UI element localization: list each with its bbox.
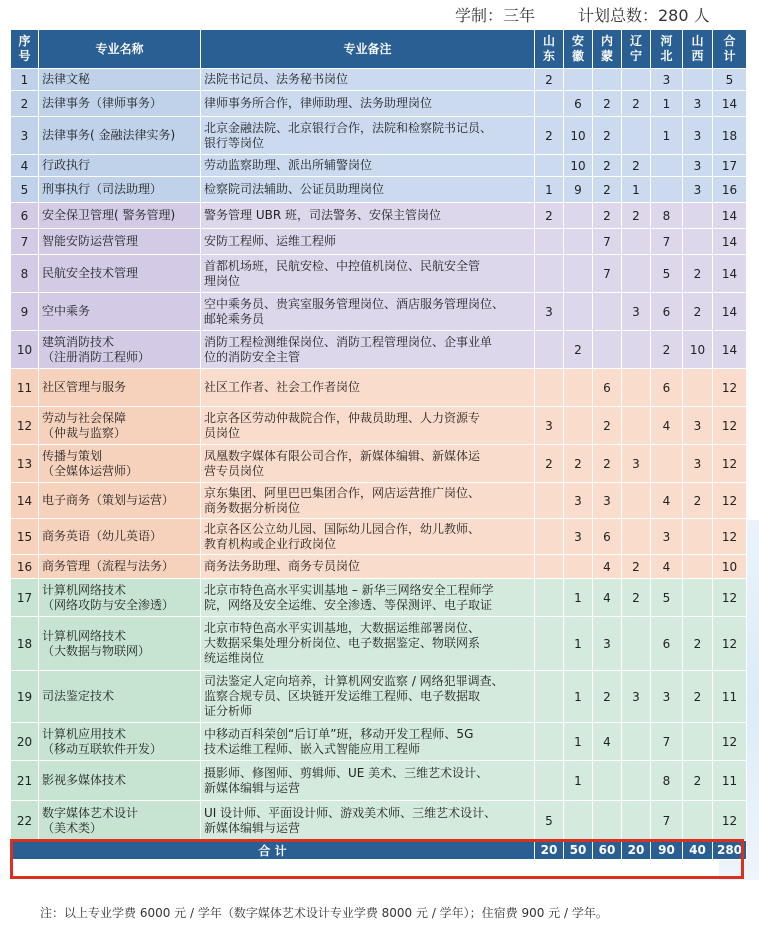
major-name: 民航安全技术管理 [39,255,201,293]
count-liaoning [622,229,651,255]
count-anhui [564,407,593,445]
row-seq: 8 [11,255,39,293]
count-neimeng [593,331,622,369]
count-shandong [535,331,564,369]
count-anhui [564,229,593,255]
count-liaoning: 2 [622,579,651,617]
count-liaoning [622,69,651,91]
major-note: 首都机场班，民航安检、中控值机岗位、民航安全管 理岗位 [201,255,535,293]
col-header-anhui: 安 徽 [564,30,593,69]
count-liaoning [622,617,651,671]
major-note: 空中乘务员、贵宾室服务管理岗位、酒店服务管理岗位、 邮轮乘务员 [201,293,535,331]
count-neimeng: 2 [593,117,622,155]
row-seq: 1 [11,69,39,91]
count-neimeng: 4 [593,555,622,579]
count-shanxi [683,555,713,579]
count-neimeng: 4 [593,579,622,617]
major-name: 劳动与社会保障 （仲裁与监察） [39,407,201,445]
count-hebei: 7 [651,723,683,761]
major-note: 警务管理 UBR 班，司法警务、安保主管岗位 [201,203,535,229]
row-seq: 15 [11,519,39,555]
count-total: 11 [713,671,747,723]
row-seq: 3 [11,117,39,155]
count-shanxi [683,69,713,91]
row-seq: 9 [11,293,39,331]
count-shandong [535,671,564,723]
count-liaoning: 3 [622,445,651,483]
count-neimeng: 4 [593,723,622,761]
count-total: 12 [713,519,747,555]
table-row [11,369,747,407]
table-row [11,761,747,801]
count-neimeng: 3 [593,617,622,671]
count-neimeng: 6 [593,519,622,555]
count-anhui: 10 [564,155,593,177]
major-note: 社区工作者、社会工作者岗位 [201,369,535,407]
major-note: 劳动监察助理、派出所辅警岗位 [201,155,535,177]
count-hebei: 6 [651,617,683,671]
count-hebei: 3 [651,519,683,555]
count-anhui: 1 [564,761,593,801]
major-note: 法院书记员、法务秘书岗位 [201,69,535,91]
major-name: 传播与策划 （全媒体运营师） [39,445,201,483]
count-hebei: 6 [651,293,683,331]
count-liaoning [622,801,651,841]
count-shanxi: 2 [683,483,713,519]
table-row [11,203,747,229]
count-shandong [535,155,564,177]
major-name: 计算机应用技术 （移动互联软件开发） [39,723,201,761]
row-seq: 13 [11,445,39,483]
count-hebei [651,177,683,203]
footnote: 注：以上专业学费 6000 元 / 学年（数字媒体艺术设计专业学费 8000 元 / 学年）；住宿费 900 元 / 学年。 [40,906,608,920]
count-shanxi: 3 [683,155,713,177]
count-hebei: 4 [651,483,683,519]
count-liaoning [622,369,651,407]
count-anhui: 1 [564,723,593,761]
count-hebei: 8 [651,203,683,229]
total-shandong: 20 [535,841,564,860]
col-header-shandong: 山 东 [535,30,564,69]
count-total: 12 [713,483,747,519]
count-liaoning [622,483,651,519]
count-shandong: 2 [535,203,564,229]
row-seq: 7 [11,229,39,255]
count-shandong [535,519,564,555]
count-total: 14 [713,229,747,255]
count-shandong: 3 [535,407,564,445]
col-header-seq: 序 号 [11,30,39,69]
table-row [11,293,747,331]
count-shandong [535,229,564,255]
count-anhui [564,293,593,331]
row-seq: 10 [11,331,39,369]
major-note: UI 设计师、平面设计师、游戏美术师、三维艺术设计、 新媒体编辑与运营 [201,801,535,841]
count-anhui: 9 [564,177,593,203]
count-hebei: 4 [651,555,683,579]
count-shandong [535,617,564,671]
count-shandong: 1 [535,177,564,203]
count-shanxi: 3 [683,117,713,155]
count-shanxi: 2 [683,255,713,293]
count-hebei: 8 [651,761,683,801]
major-name: 法律文秘 [39,69,201,91]
row-seq: 22 [11,801,39,841]
major-name: 安全保卫管理( 警务管理) [39,203,201,229]
count-liaoning: 3 [622,671,651,723]
count-anhui [564,69,593,91]
count-neimeng: 6 [593,369,622,407]
count-total: 12 [713,723,747,761]
count-liaoning [622,331,651,369]
count-shandong [535,723,564,761]
count-hebei [651,445,683,483]
major-note: 北京各区公立幼儿园、国际幼儿园合作，幼儿教师、 教育机构或企业行政岗位 [201,519,535,555]
count-liaoning [622,519,651,555]
count-neimeng [593,761,622,801]
row-seq: 11 [11,369,39,407]
major-name: 智能安防运营管理 [39,229,201,255]
major-note: 凤凰数字媒体有限公司合作，新媒体编辑、新媒体运 营专员岗位 [201,445,535,483]
count-shandong: 2 [535,117,564,155]
major-name: 刑事执行（司法助理） [39,177,201,203]
count-anhui [564,203,593,229]
count-liaoning: 3 [622,293,651,331]
count-hebei: 7 [651,229,683,255]
major-name: 建筑消防技术 （注册消防工程师） [39,331,201,369]
total-row [11,841,747,860]
table-row [11,617,747,671]
major-name: 商务管理（流程与法务） [39,555,201,579]
count-shandong [535,555,564,579]
major-note: 检察院司法辅助、公证员助理岗位 [201,177,535,203]
count-hebei [651,155,683,177]
major-name: 影视多媒体技术 [39,761,201,801]
major-name: 商务英语（幼儿英语） [39,519,201,555]
row-seq: 16 [11,555,39,579]
total-anhui: 50 [564,841,593,860]
table-row [11,445,747,483]
count-shanxi [683,519,713,555]
count-shanxi: 3 [683,445,713,483]
count-shanxi [683,579,713,617]
col-header-name: 专业名称 [39,30,201,69]
col-header-total: 合 计 [713,30,747,69]
count-shanxi [683,369,713,407]
major-name: 空中乘务 [39,293,201,331]
count-liaoning [622,761,651,801]
count-liaoning: 2 [622,91,651,117]
count-shanxi: 3 [683,177,713,203]
count-neimeng: 2 [593,203,622,229]
count-hebei: 1 [651,117,683,155]
count-shanxi [683,723,713,761]
col-header-shanxi: 山 西 [683,30,713,69]
col-header-neimeng: 内 蒙 [593,30,622,69]
major-note: 安防工程师、运维工程师 [201,229,535,255]
total-label: 合 计 [11,841,535,860]
count-hebei: 4 [651,407,683,445]
count-anhui: 3 [564,483,593,519]
count-anhui: 10 [564,117,593,155]
count-neimeng: 3 [593,483,622,519]
count-shandong [535,369,564,407]
count-hebei: 1 [651,91,683,117]
major-name: 司法鉴定技术 [39,671,201,723]
count-hebei: 3 [651,69,683,91]
count-shandong: 3 [535,293,564,331]
count-neimeng: 2 [593,155,622,177]
count-anhui: 3 [564,519,593,555]
count-shanxi: 2 [683,671,713,723]
table-row [11,155,747,177]
count-shanxi [683,801,713,841]
col-header-liaoning: 辽 宁 [622,30,651,69]
major-note: 中移动百科荣创“后订单”班，移动开发工程师、5G 技术运维工程师、嵌入式智能应用工程师 [201,723,535,761]
row-seq: 6 [11,203,39,229]
count-hebei: 3 [651,671,683,723]
count-liaoning: 1 [622,177,651,203]
count-shanxi: 2 [683,761,713,801]
count-liaoning [622,117,651,155]
count-neimeng: 2 [593,445,622,483]
count-shandong [535,761,564,801]
count-anhui [564,369,593,407]
count-shanxi: 10 [683,331,713,369]
row-seq: 2 [11,91,39,117]
count-total: 16 [713,177,747,203]
count-neimeng: 7 [593,229,622,255]
major-note: 京东集团、阿里巴巴集团合作，网店运营推广岗位、 商务数据分析岗位 [201,483,535,519]
count-anhui: 6 [564,91,593,117]
major-name: 社区管理与服务 [39,369,201,407]
count-hebei: 2 [651,331,683,369]
row-seq: 4 [11,155,39,177]
major-name: 计算机网络技术 （网络攻防与安全渗透） [39,579,201,617]
count-shanxi [683,229,713,255]
count-hebei: 6 [651,369,683,407]
count-total: 5 [713,69,747,91]
count-neimeng [593,801,622,841]
row-seq: 18 [11,617,39,671]
count-total: 14 [713,255,747,293]
major-note: 北京各区劳动仲裁院合作，仲裁员助理、人力资源专 员岗位 [201,407,535,445]
major-note: 商务法务助理、商务专员岗位 [201,555,535,579]
count-total: 18 [713,117,747,155]
count-neimeng: 2 [593,177,622,203]
total-plan-count: 计划总数：280 人 [578,6,710,25]
table-row [11,483,747,519]
row-seq: 20 [11,723,39,761]
table-row [11,801,747,841]
count-total: 10 [713,555,747,579]
table-row [11,331,747,369]
table-row [11,229,747,255]
count-neimeng: 2 [593,91,622,117]
row-seq: 14 [11,483,39,519]
top-header [0,0,759,28]
count-neimeng [593,293,622,331]
row-seq: 12 [11,407,39,445]
row-seq: 17 [11,579,39,617]
count-total: 12 [713,445,747,483]
count-total: 12 [713,617,747,671]
table-row [11,723,747,761]
program-length: 学制：三年 [455,6,536,25]
majors-table [10,29,747,860]
major-note: 北京市特色高水平实训基地，大数据运维部署岗位、 大数据采集处理分析岗位、电子数据鉴定、物联网系 统运维岗位 [201,617,535,671]
count-neimeng: 2 [593,671,622,723]
count-shandong [535,255,564,293]
count-total: 14 [713,91,747,117]
table-row [11,69,747,91]
count-anhui [564,555,593,579]
col-header-note: 专业备注 [201,30,535,69]
count-shandong: 2 [535,445,564,483]
count-shanxi: 2 [683,617,713,671]
total-grand: 280 [713,841,747,860]
row-seq: 19 [11,671,39,723]
count-hebei: 5 [651,579,683,617]
count-shandong: 5 [535,801,564,841]
count-anhui: 2 [564,331,593,369]
count-shandong [535,91,564,117]
count-total: 14 [713,293,747,331]
table-row [11,255,747,293]
count-total: 12 [713,801,747,841]
count-liaoning [622,255,651,293]
count-anhui: 1 [564,671,593,723]
major-name: 法律事务（律师事务） [39,91,201,117]
count-shandong [535,579,564,617]
count-anhui: 2 [564,445,593,483]
major-name: 法律事务( 金融法律实务) [39,117,201,155]
total-liaoning: 20 [622,841,651,860]
table-row [11,519,747,555]
count-liaoning [622,723,651,761]
count-liaoning: 2 [622,155,651,177]
count-anhui: 1 [564,617,593,671]
major-note: 律师事务所合作，律师助理、法务助理岗位 [201,91,535,117]
count-shandong: 2 [535,69,564,91]
count-total: 12 [713,579,747,617]
major-name: 计算机网络技术 （大数据与物联网） [39,617,201,671]
count-hebei: 5 [651,255,683,293]
count-shanxi: 2 [683,293,713,331]
count-liaoning: 2 [622,555,651,579]
row-seq: 21 [11,761,39,801]
total-neimeng: 60 [593,841,622,860]
table-row [11,555,747,579]
count-shanxi: 3 [683,407,713,445]
count-total: 12 [713,369,747,407]
row-seq: 5 [11,177,39,203]
count-shanxi: 3 [683,91,713,117]
count-neimeng [593,69,622,91]
count-total: 11 [713,761,747,801]
count-neimeng: 7 [593,255,622,293]
table-header-row [11,30,747,69]
count-liaoning [622,407,651,445]
count-liaoning: 2 [622,203,651,229]
table-row [11,177,747,203]
table-row [11,407,747,445]
count-anhui [564,255,593,293]
table-row [11,671,747,723]
count-total: 12 [713,407,747,445]
table-row [11,91,747,117]
count-anhui: 1 [564,579,593,617]
major-name: 数字媒体艺术设计 （美术类） [39,801,201,841]
count-hebei: 7 [651,801,683,841]
count-neimeng: 2 [593,407,622,445]
major-note: 摄影师、修图师、剪辑师、UE 美术、三维艺术设计、 新媒体编辑与运营 [201,761,535,801]
major-note: 北京金融法院、北京银行合作，法院和检察院书记员、 银行等岗位 [201,117,535,155]
major-name: 行政执行 [39,155,201,177]
col-header-hebei: 河 北 [651,30,683,69]
total-hebei: 90 [651,841,683,860]
count-anhui [564,801,593,841]
count-total: 17 [713,155,747,177]
total-shanxi: 40 [683,841,713,860]
table-row [11,117,747,155]
count-total: 14 [713,203,747,229]
major-name: 电子商务（策划与运营） [39,483,201,519]
major-note: 消防工程检测维保岗位、消防工程管理岗位、企事业单 位的消防安全主管 [201,331,535,369]
count-shandong [535,483,564,519]
count-shanxi [683,203,713,229]
major-note: 司法鉴定人定向培养，计算机网安监察 / 网络犯罪调查、 监察合规专员、区块链开发运维工程师、电子数据取 证分析师 [201,671,535,723]
major-note: 北京市特色高水平实训基地 – 新华三网络安全工程师学 院，网络及安全运维、安全渗透、等保测评、电子取证 [201,579,535,617]
count-total: 14 [713,331,747,369]
table-body [11,69,747,841]
table-row [11,579,747,617]
